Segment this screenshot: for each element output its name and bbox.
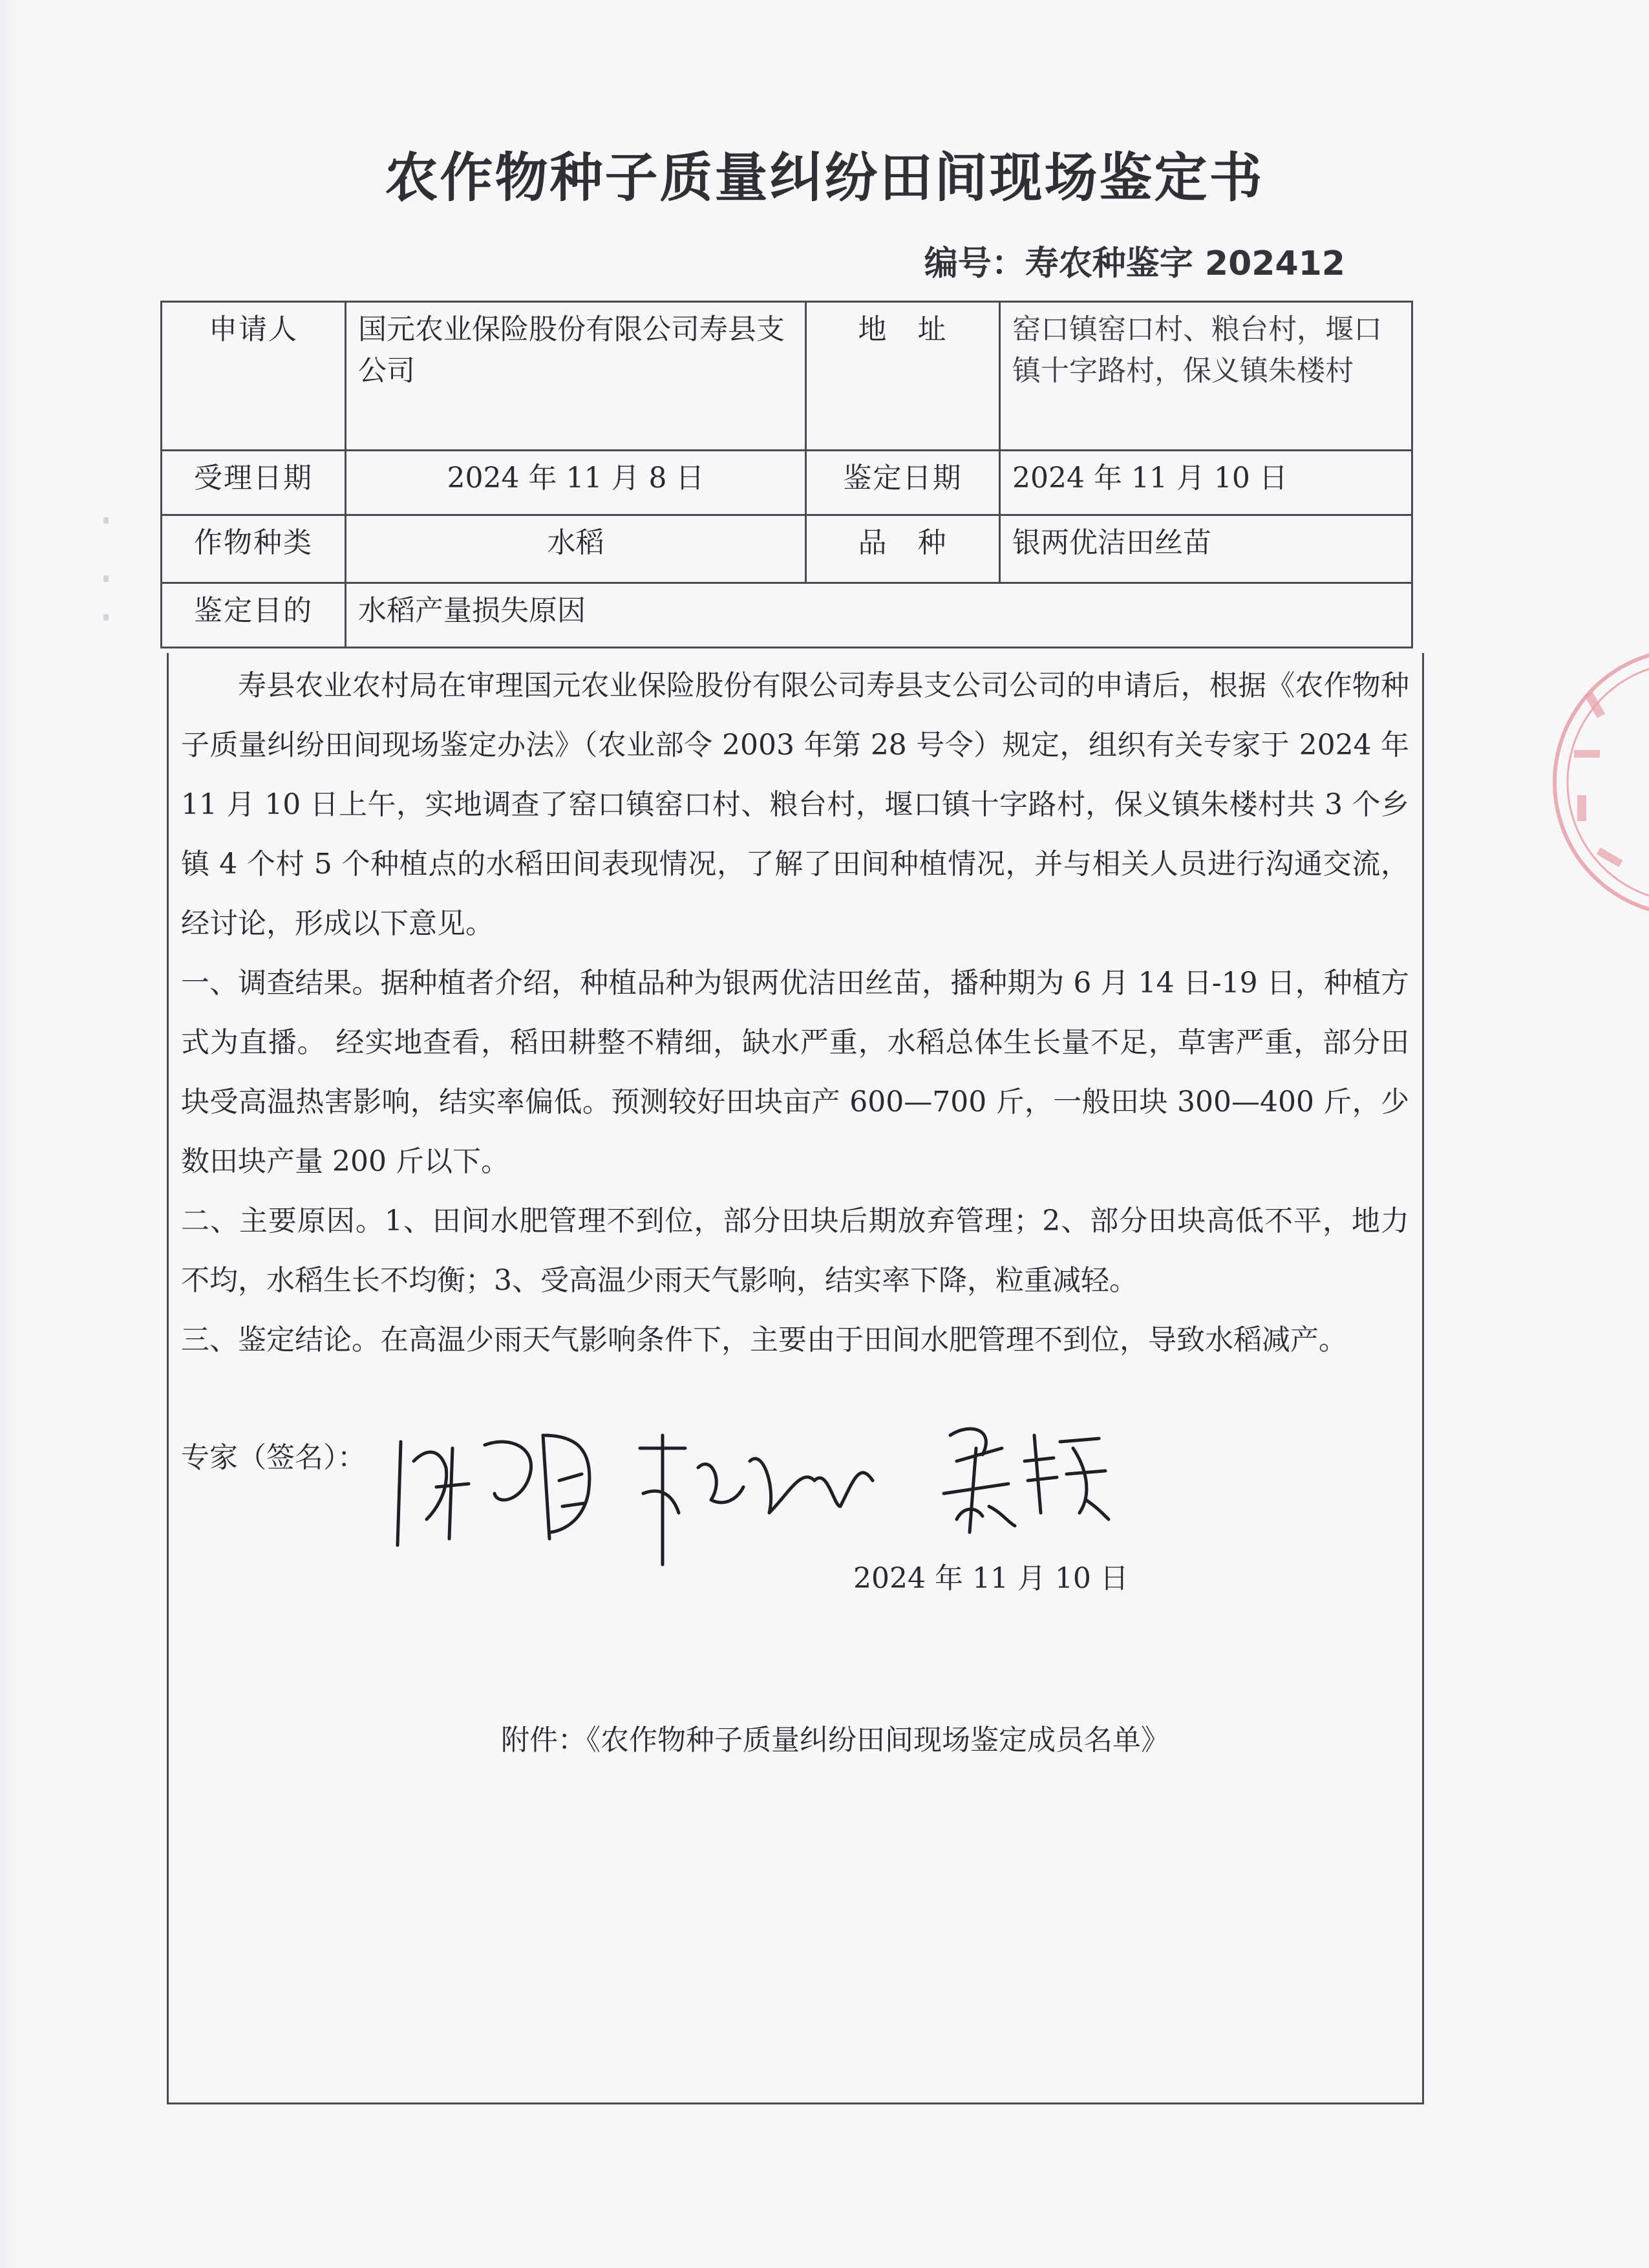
address-label: 地 址 <box>806 302 1000 451</box>
variety-value: 银两优洁田丝苗 <box>1000 515 1412 583</box>
signature-label: 专家（签名）： <box>181 1441 366 1474</box>
crop-type-value: 水稻 <box>346 515 806 583</box>
purpose-label: 鉴定目的 <box>162 583 346 648</box>
punch-mark <box>103 517 109 524</box>
appraisal-date-label: 鉴定日期 <box>806 451 1000 515</box>
document-number: 编号：寿农种鉴字 202412 <box>924 244 1345 283</box>
applicant-label: 申请人 <box>162 302 346 451</box>
table-row <box>162 451 1412 515</box>
applicant-value: 国元农业保险股份有限公司寿县支公司 <box>346 302 806 451</box>
opinion-body <box>181 656 1409 1370</box>
table-row <box>162 302 1412 451</box>
signature-date: 2024 年 11 月 10 日 <box>853 1562 1129 1595</box>
document-title: 农作物种子质量纠纷田间现场鉴定书 <box>385 147 1264 209</box>
section-causes: 二、主要原因。1、田间水肥管理不到位，部分田块后期放弃管理；2、部分田块高低不平，地力不均，水稻生长不均衡；3、受高温少雨天气影响，结实率下降，粒重减轻。 <box>181 1204 1409 1297</box>
punch-mark <box>103 614 109 621</box>
info-table <box>160 301 1413 648</box>
purpose-value: 水稻产量损失原因 <box>346 583 1412 648</box>
handwritten-signatures <box>388 1409 1131 1571</box>
paper-edge <box>0 0 19 2268</box>
attachment-note: 附件：《农作物种子质量纠纷田间现场鉴定成员名单》 <box>501 1724 1169 1757</box>
appraisal-date-value: 2024 年 11 月 10 日 <box>1000 451 1412 515</box>
variety-label: 品 种 <box>806 515 1000 583</box>
address-value: 窑口镇窑口村、粮台村，堰口镇十字路村，保义镇朱楼村 <box>1000 302 1412 451</box>
punch-mark <box>103 575 109 582</box>
section-conclusion: 三、鉴定结论。在高温少雨天气影响条件下，主要由于田间水肥管理不到位，导致水稻减产。 <box>181 1323 1347 1356</box>
crop-type-label: 作物种类 <box>162 515 346 583</box>
table-row <box>162 515 1412 583</box>
table-row <box>162 583 1412 648</box>
section-findings: 一、调查结果。据种植者介绍，种植品种为银两优洁田丝苗，播种期为 6 月 14 日-19 日，种植方式为直播。 经实地查看，稻田耕整不精细，缺水严重，水稻总体生长量不足，草害严重，部分田块受高温热害影响，结实率偏低。预测较好田块亩产 600—700 斤，一般田块 300—400 斤，少数田块产量 200 斤以下。 <box>181 967 1409 1178</box>
official-seal <box>1538 634 1649 931</box>
accept-date-value: 2024 年 11 月 8 日 <box>346 451 806 515</box>
accept-date-label: 受理日期 <box>162 451 346 515</box>
intro-paragraph: 寿县农业农村局在审理国元农业保险股份有限公司寿县支公司公司的申请后，根据《农作物种子质量纠纷田间现场鉴定办法》（农业部令 2003 年第 28 号令）规定，组织有关专家于 2024 年 11 月 10 日上午，实地调查了窑口镇窑口村、粮台村，堰口镇十字路村，保义镇朱楼村共 3 个乡镇 4 个村 5 个种植点的水稻田间表现情况，了解了田间种植情况，并与相关人员进行沟通交流，经讨论，形成以下意见。 <box>181 669 1409 940</box>
